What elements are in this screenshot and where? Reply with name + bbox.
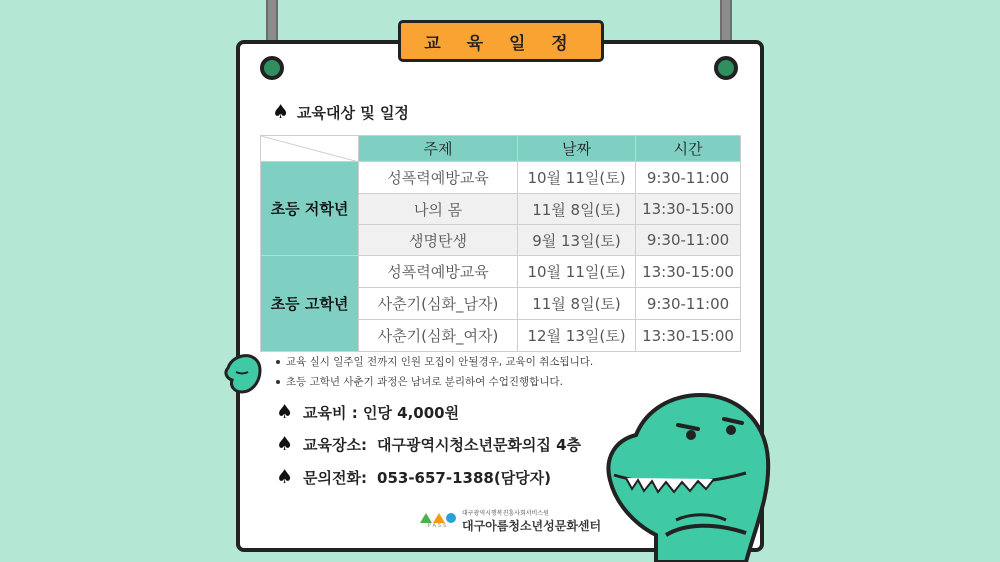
spade-icon: ♠ — [276, 466, 294, 488]
header-time: 시간 — [636, 136, 741, 162]
cell-topic: 성폭력예방교육 — [359, 162, 518, 194]
section-heading-text: 교육대상 및 일정 — [297, 104, 409, 122]
cell-topic: 사춘기(심화_남자) — [359, 288, 518, 320]
corner-diagonal — [261, 136, 359, 162]
table-header-row — [261, 136, 741, 162]
logo-org-name: 대구광역시행복진흥사회서비스원 — [462, 510, 549, 517]
header-date: 날짜 — [518, 136, 636, 162]
cell-topic: 사춘기(심화_여자) — [359, 320, 518, 352]
cell-topic: 성폭력예방교육 — [359, 256, 518, 288]
table-row — [261, 162, 741, 194]
hanger-ring-right — [714, 56, 738, 80]
cell-topic: 생명탄생 — [359, 225, 518, 256]
list-item: 초등 고학년 사춘기 과정은 남녀로 분리하여 수업진행합니다. — [276, 372, 593, 392]
spade-icon: ♠ — [276, 401, 294, 423]
cell-topic: 나의 몸 — [359, 194, 518, 225]
center-logo: PASS 대구광역시행복진흥사회서비스원 대구아름청소년성문화센터 — [420, 508, 601, 534]
logo-mark-icon — [420, 513, 456, 523]
group-label-upper: 초등 고학년 — [261, 256, 359, 352]
header-topic: 주제 — [359, 136, 518, 162]
spade-icon: ♠ — [272, 101, 290, 123]
cell-date: 12월 13일(토) — [518, 320, 636, 352]
info-phone: ♠ 문의전화: 053-657-1388(담당자) — [276, 466, 552, 488]
cell-time: 13:30-15:00 — [636, 256, 741, 288]
info-fee: ♠ 교육비 : 인당 4,000원 — [276, 401, 460, 423]
cell-time: 13:30-15:00 — [636, 320, 741, 352]
schedule-table — [260, 135, 741, 352]
table-corner-cell — [261, 136, 359, 162]
cell-date: 11월 8일(토) — [518, 194, 636, 225]
table-row — [261, 256, 741, 288]
bullet-icon — [276, 380, 280, 384]
cell-time: 9:30-11:00 — [636, 288, 741, 320]
spade-icon: ♠ — [276, 433, 294, 455]
section-heading — [272, 102, 409, 123]
cell-time: 13:30-15:00 — [636, 194, 741, 225]
logo-center-name: 대구아름청소년성문화센터 — [462, 519, 602, 533]
list-item: 교육 실시 일주일 전까지 인원 모집이 안될경우, 교육이 취소됩니다. — [276, 352, 593, 372]
crocodile-character-icon — [596, 385, 786, 562]
hanger-ring-left — [260, 56, 284, 80]
group-label-lower: 초등 저학년 — [261, 162, 359, 256]
cell-time: 9:30-11:00 — [636, 225, 741, 256]
cell-date: 11월 8일(토) — [518, 288, 636, 320]
notes-list — [276, 352, 593, 392]
page-title: 교 육 일 정 — [398, 20, 604, 62]
character-hand-icon — [222, 352, 264, 396]
cell-date: 10월 11일(토) — [518, 162, 636, 194]
bullet-icon — [276, 360, 280, 364]
cell-date: 9월 13일(토) — [518, 225, 636, 256]
cell-time: 9:30-11:00 — [636, 162, 741, 194]
info-place: ♠ 교육장소: 대구광역시청소년문화의집 4층 — [276, 433, 582, 455]
cell-date: 10월 11일(토) — [518, 256, 636, 288]
